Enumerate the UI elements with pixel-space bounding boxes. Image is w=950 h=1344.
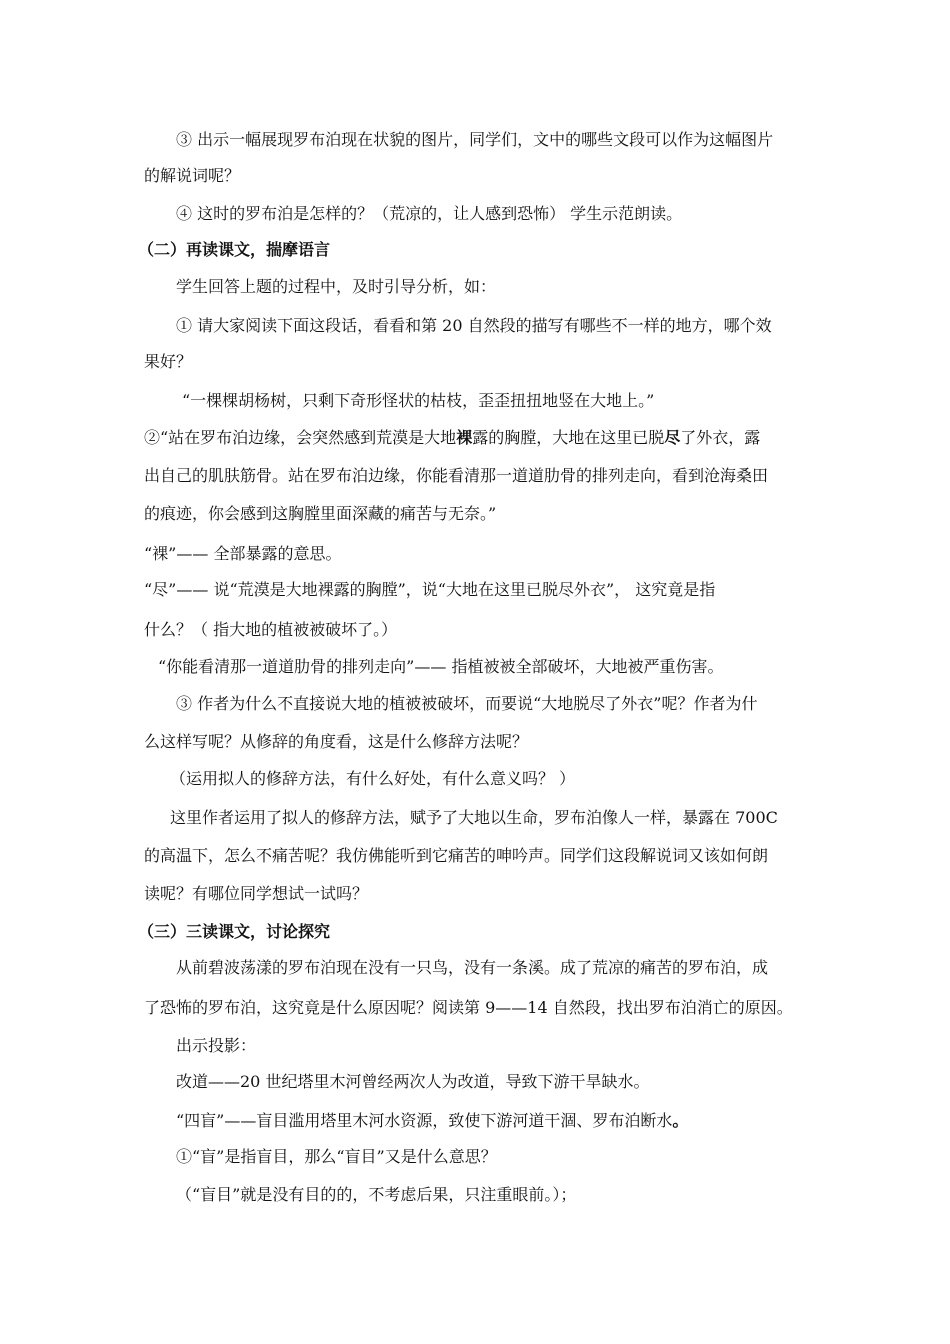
emphasis-char-luo: 裸 <box>456 428 473 447</box>
paragraph-line: ④ 这时的罗布泊是怎样的？（荒凉的，让人感到恐怖） 学生示范朗读。 <box>176 204 683 223</box>
paragraph-line: （运用拟人的修辞方法，有什么好处，有什么意义吗？ ） <box>170 769 576 788</box>
paragraph-line: “裸”—— 全部暴露的意思。 <box>144 544 342 563</box>
quote-text: 了外衣，露 <box>680 428 761 447</box>
paragraph-line: ③ 出示一幅展现罗布泊现在状貌的图片，同学们，文中的哪些文段可以作为这幅图片 <box>176 130 774 149</box>
paragraph-line: 么这样写呢？从修辞的角度看，这是什么修辞方法呢？ <box>144 732 529 751</box>
paragraph-line: 的痕迹，你会感到这胸膛里面深藏的痛苦与无奈。” <box>144 504 497 523</box>
paragraph-text: “四盲”——盲目滥用塔里木河水资源，致使下游河道干涸、罗布泊断水 <box>176 1111 673 1130</box>
paragraph-line: 果好？ <box>144 352 193 371</box>
paragraph-line: 什么？（ 指大地的植被被破坏了。） <box>144 620 398 639</box>
emphasis-char-jin: 尽 <box>664 428 681 447</box>
section-heading-3: （三）三读课文，讨论探究 <box>138 922 331 941</box>
paragraph-line: 了恐怖的罗布泊，这究竟是什么原因呢？阅读第 9——14 自然段，找出罗布泊消亡的原因。 <box>144 998 793 1017</box>
section-heading-2: （二）再读课文，揣摩语言 <box>138 240 331 259</box>
paragraph-line: 这里作者运用了拟人的修辞方法，赋予了大地以生命，罗布泊像人一样，暴露在 700C <box>170 808 778 827</box>
quote-paragraph-line <box>144 427 824 449</box>
paragraph-line: “你能看清那一道道肋骨的排列走向”—— 指植被被全部破坏，大地被严重伤害。 <box>158 657 724 676</box>
paragraph-line: 从前碧波荡漾的罗布泊现在没有一只鸟，没有一条溪。成了荒凉的痛苦的罗布泊，成 <box>176 958 769 977</box>
paragraph-line: 的解说词呢？ <box>144 166 241 185</box>
emphasis-period: 。 <box>672 1111 689 1130</box>
quote-text: ②“站在罗布泊边缘，会突然感到荒漠是大地 <box>144 428 457 447</box>
paragraph-line: （“盲目”就是没有目的的，不考虑后果，只注重眼前。）； <box>176 1185 577 1204</box>
paragraph-line: 的高温下，怎么不痛苦呢？我仿佛能听到它痛苦的呻吟声。同学们这段解说词又该如何朗 <box>144 846 769 865</box>
paragraph-line: “尽”—— 说“荒漠是大地裸露的胸膛”，说“大地在这里已脱尽外衣”， 这究竟是指 <box>144 580 716 599</box>
paragraph-line: 出自己的肌肤筋骨。站在罗布泊边缘，你能看清那一道道肋骨的排列走向，看到沧海桑田 <box>144 466 769 485</box>
paragraph-line: ① 请大家阅读下面这段话，看看和第 20 自然段的描写有哪些不一样的地方，哪个效 <box>176 316 772 335</box>
paragraph-line: ①“盲”是指盲目，那么“盲目”又是什么意思？ <box>176 1147 497 1166</box>
paragraph-line: 学生回答上题的过程中，及时引导分析，如： <box>176 277 497 296</box>
quote-text: 露的胸膛，大地在这里已脱 <box>472 428 665 447</box>
paragraph-line: 出示投影： <box>176 1036 257 1055</box>
paragraph-line <box>176 1110 856 1132</box>
quote-line: “一棵棵胡杨树，只剩下奇形怪状的枯枝，歪歪扭扭地竖在大地上。” <box>182 391 655 410</box>
paragraph-line: ③ 作者为什么不直接说大地的植被被破坏，而要说“大地脱尽了外衣”呢？作者为什 <box>176 694 758 713</box>
paragraph-line: 改道——20 世纪塔里木河曾经两次人为改道，导致下游干旱缺水。 <box>176 1072 650 1091</box>
paragraph-line: 读呢？有哪位同学想试一试吗？ <box>144 884 369 903</box>
